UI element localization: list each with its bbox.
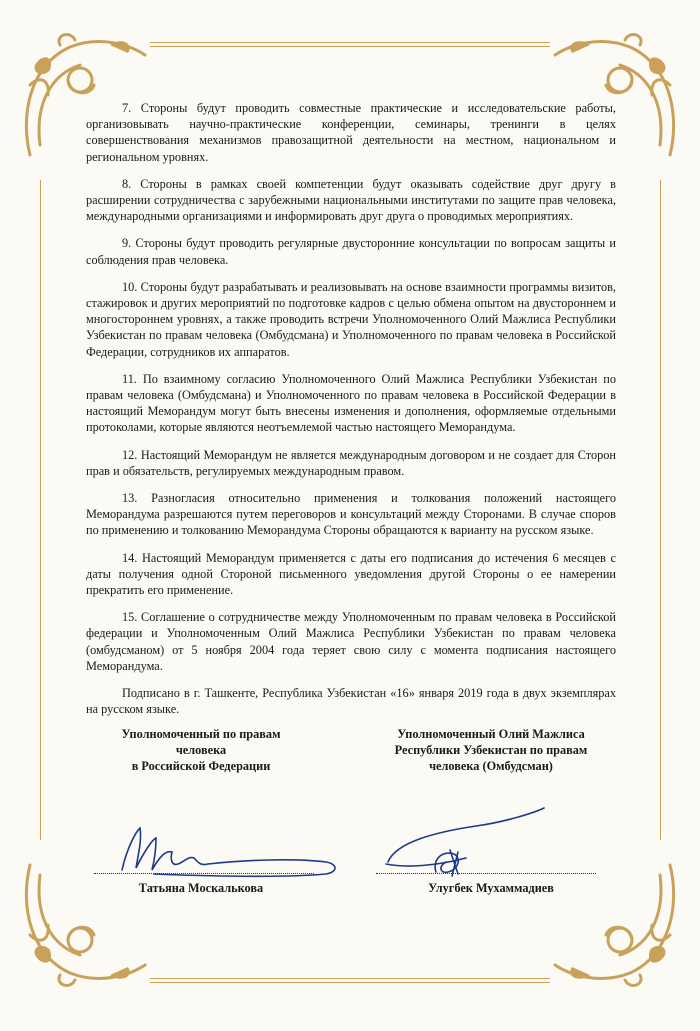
- signature-right-icon: [376, 802, 556, 882]
- signatory-title-line: Уполномоченный по правам: [121, 727, 281, 741]
- paragraph-9: 9. Стороны будут проводить регулярные двусторонние консультации по вопросам защиты и соблюдения прав человека.: [86, 236, 616, 267]
- frame-bottom-border: [150, 978, 550, 983]
- paragraph-15: 15. Соглашение о сотрудничестве между Уполномоченным по правам человека в Российской федерации и Уполномоченным Олий Мажлиса Республики Узбекистан по правам человека (омбудсманом) от 5 ноября 2004 года теряет свою силу с момента подписания настоящего Меморандума.: [86, 610, 616, 673]
- paragraph-14: 14. Настоящий Меморандум применяется с даты его подписания до истечения 6 месяцев с даты получения одной Стороной письменного уведомления другой Стороны о ее намерении прекратить его применение.: [86, 550, 616, 598]
- signatory-title-line: человека: [175, 743, 227, 757]
- signatory-title-line: Уполномоченный Олий Мажлиса: [397, 727, 585, 741]
- signature-line-right: [376, 873, 596, 874]
- memorandum-body: [86, 100, 616, 729]
- paragraph-8: 8. Стороны в рамках своей компетенции будут оказывать содействие друг другу в расширении сотрудничества с зарубежными национальными институтами по защите прав человека, международными организациями и информировать друг друга о проводимых мероприятиях.: [86, 176, 616, 224]
- signatory-title-line: в Российской Федерации: [131, 759, 271, 773]
- paragraph-12: 12. Настоящий Меморандум не является международным договором и не создает для Сторон прав и обязательств, регулируемых международным правом.: [86, 447, 616, 478]
- frame-right-border: [660, 180, 661, 840]
- signing-statement: Подписано в г. Ташкенте, Республика Узбекистан «16» января 2019 года в двух экземплярах на русском языке.: [86, 686, 616, 717]
- paragraph-11: 11. По взаимному согласию Уполномоченного Олий Мажлиса Республики Узбекистан по правам человека (Омбудсмана) и Уполномоченного по правам человека в Российской Федерации в настоящий Меморандум могут быть внесены изменения и дополнения, оформляемые отдельными протоколами, которые являются неотъемлемой частью настоящего Меморандума.: [86, 371, 616, 435]
- signatory-name-left: Татьяна Москалькова: [138, 881, 264, 895]
- signatory-title-line: человека (Омбудсман): [429, 759, 553, 773]
- signature-line-left: [94, 873, 314, 874]
- signatory-uzbekistan-title: [376, 726, 606, 774]
- signatory-title-line: Республики Узбекистан по правам: [394, 743, 588, 757]
- signatory-name-right: Улугбек Мухаммадиев: [428, 881, 554, 895]
- paragraph-13: 13. Разногласия относительно применения и толкования положений настоящего Меморандума разрешаются путем переговоров и консультаций между Сторонами. В случае споров по применению и толкованию Меморандума Стороны обращаются к варианту на русском языке.: [86, 491, 616, 538]
- signature-block: [86, 726, 616, 906]
- paragraph-7: 7. Стороны будут проводить совместные практические и исследовательские работы, организовывать научно-практические конференции, семинары, тренинги в целях совершенствования механизмов правозащитной деятельности на местном, национальном и региональном уровнях.: [86, 101, 616, 164]
- paragraph-10: 10. Стороны будут разрабатывать и реализовывать на основе взаимности программы визитов, стажировок и других мероприятий по подготовке кадров с целью обмена опытом на двустороннем и многостороннем уровнях, а также проводить встречи Уполномоченного Олий Мажлиса Республики Узбекистан по правам человека (Омбудсмана) и Уполномоченного по правам человека в Российской Федерации, сотрудников их аппаратов.: [86, 279, 616, 359]
- frame-left-border: [40, 180, 41, 840]
- frame-top-border: [150, 42, 550, 47]
- signatory-russia-title: [86, 726, 316, 774]
